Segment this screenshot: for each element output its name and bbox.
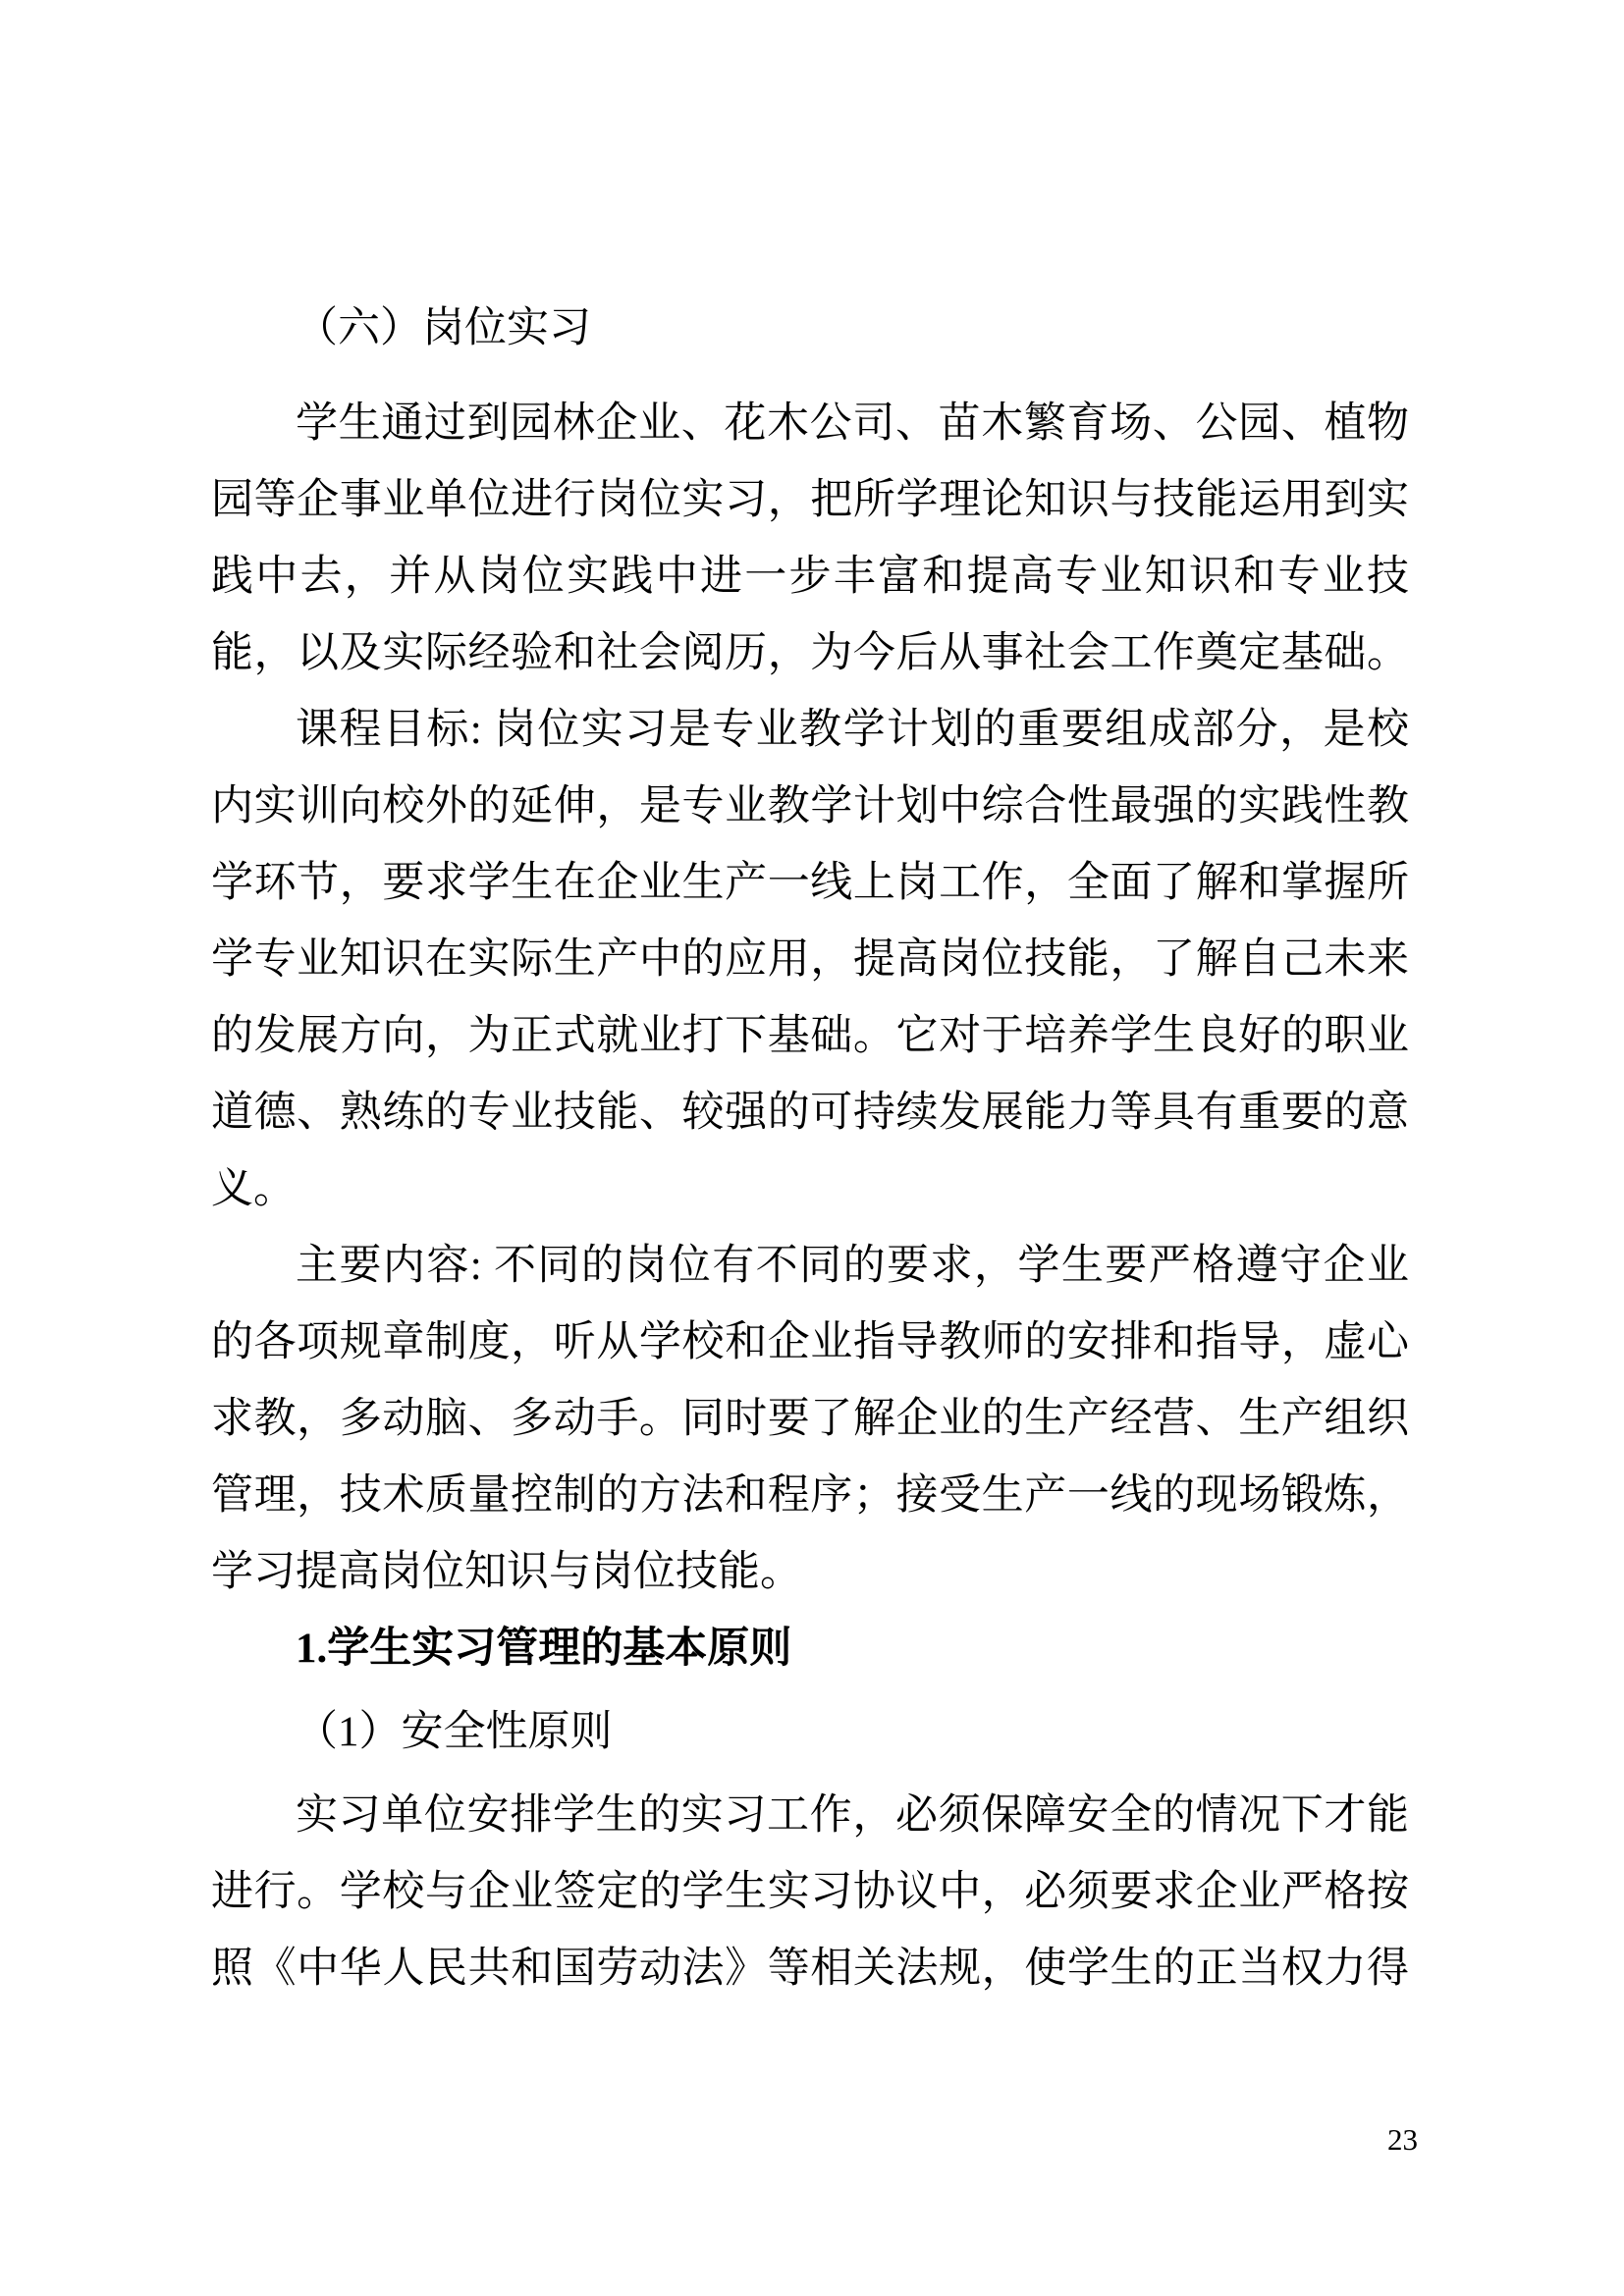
paragraph-line: 照《中华人民共和国劳动法》等相关法规，使学生的正当权力得	[211, 1946, 1409, 1992]
paragraph-line: 园等企事业单位进行岗位实习，把所学理论知识与技能运用到实	[211, 477, 1409, 523]
paragraph-4	[211, 1778, 1409, 2007]
paragraph-1	[211, 386, 1409, 692]
paragraph-line: 学习提高岗位知识与岗位技能。	[211, 1549, 802, 1595]
sub-heading: （1）安全性原则	[296, 1709, 613, 1755]
page-number: 23	[1387, 2122, 1418, 2157]
paragraph-line: 学环节，要求学生在企业生产一线上岗工作，全面了解和掌握所	[211, 860, 1409, 906]
text-block	[211, 291, 1409, 2007]
paragraph-line: 主要内容: 不同的岗位有不同的要求，学生要严格遵守企业	[296, 1243, 1409, 1289]
paragraph-line: 进行。学校与企业签定的学生实习协议中，必须要求企业严格按	[211, 1869, 1409, 1915]
numbered-heading: 1.学生实习管理的基本原则	[296, 1626, 792, 1672]
paragraph-line: 践中去，并从岗位实践中进一步丰富和提高专业知识和专业技	[211, 554, 1409, 600]
paragraph-line: 学生通过到园林企业、花木公司、苗木繁育场、公园、植物	[296, 400, 1409, 447]
paragraph-line: 课程目标: 岗位实习是专业教学计划的重要组成部分，是校	[296, 707, 1409, 753]
paragraph-line: 义。	[211, 1166, 296, 1212]
paragraph-line: 实习单位安排学生的实习工作，必须保障安全的情况下才能	[296, 1792, 1409, 1839]
paragraph-line: 的各项规章制度，听从学校和企业指导教师的安排和指导，虚心	[211, 1319, 1409, 1365]
paragraph-line: 的发展方向，为正式就业打下基础。它对于培养学生良好的职业	[211, 1013, 1409, 1059]
section-heading: （六）岗位实习	[296, 305, 591, 351]
paragraph-line: 道德、熟练的专业技能、较强的可持续发展能力等具有重要的意	[211, 1090, 1409, 1136]
paragraph-line: 内实训向校外的延伸，是专业教学计划中综合性最强的实践性教	[211, 783, 1409, 829]
paragraph-3	[211, 1228, 1409, 1611]
paragraph-line: 学专业知识在实际生产中的应用，提高岗位技能，了解自己未来	[211, 936, 1409, 983]
paragraph-line: 管理，技术质量控制的方法和程序；接受生产一线的现场锻炼，	[211, 1472, 1409, 1519]
paragraph-2	[211, 692, 1409, 1228]
paragraph-line: 能，以及实际经验和社会阅历，为今后从事社会工作奠定基础。	[211, 630, 1409, 676]
paragraph-line: 求教，多动脑、多动手。同时要了解企业的生产经营、生产组织	[211, 1396, 1409, 1442]
